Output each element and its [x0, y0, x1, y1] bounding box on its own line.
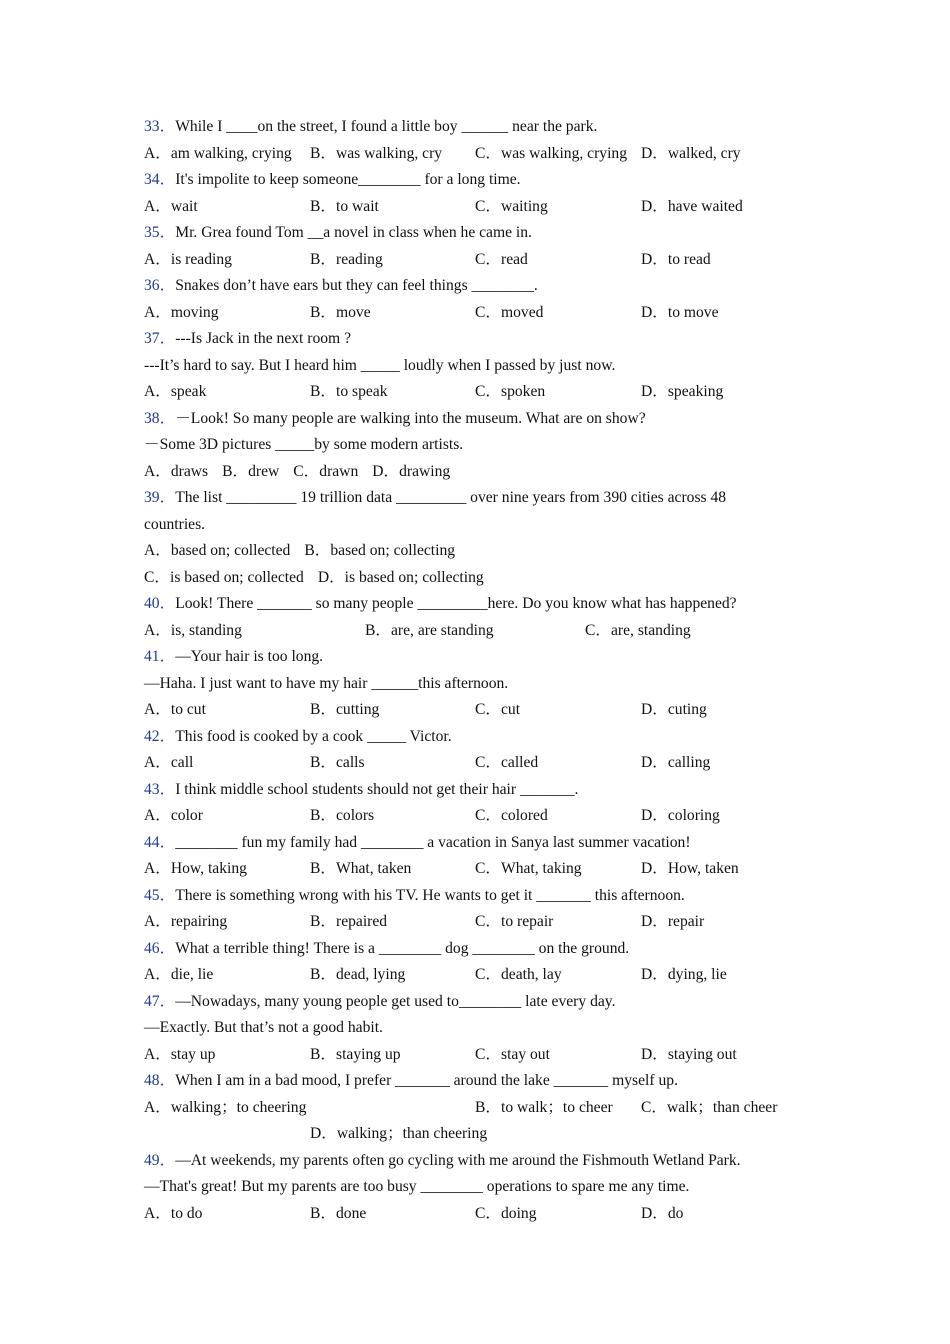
question-text: —At weekends, my parents often go cycling with me around the Fishmouth Wetland Park. [175, 1151, 741, 1169]
option-d: D．calling [641, 754, 711, 771]
options-row [144, 300, 804, 327]
option-b: B．based on; collecting [304, 542, 456, 559]
question-number: 49． [144, 1151, 176, 1169]
question-38 [144, 406, 804, 486]
question-text: —Your hair is too long. [175, 648, 324, 665]
option-b: B．staying up [310, 1045, 401, 1063]
options-row [144, 141, 804, 168]
option-a: A．am walking, crying [144, 144, 292, 162]
option-d: D．repair [641, 913, 705, 930]
option-a: A．walking；to cheering [144, 1098, 307, 1116]
question-number: 35． [144, 224, 176, 241]
options-row [144, 909, 804, 936]
question-number: 34． [144, 171, 176, 188]
option-b: B．colors [310, 807, 375, 824]
options-row [144, 856, 804, 883]
option-c: C．What, taking [475, 860, 582, 877]
option-d: D．is based on; collecting [317, 568, 484, 586]
question-text: There is something wrong with his TV. He wants to get it _______ this afternoon. [175, 886, 685, 904]
question-text: Mr. Grea found Tom __a novel in class when he came in. [175, 224, 532, 241]
option-b: B．done [310, 1204, 367, 1222]
question-46 [144, 936, 804, 989]
question-text-line-2: —That's great! But my parents are too busy ________ operations to spare me any time. [144, 1178, 690, 1195]
question-list [144, 114, 804, 1227]
option-a: A．speak [144, 383, 207, 400]
option-c: C．drawn [293, 462, 359, 480]
option-c: C．to repair [475, 913, 554, 930]
option-d: D．speaking [641, 383, 724, 400]
question-number: 39． [144, 489, 176, 506]
option-c: C．waiting [475, 197, 548, 215]
question-text-line-2: －Some 3D pictures _____by some modern artists. [144, 436, 464, 453]
question-44 [144, 830, 804, 883]
question-number: 46． [144, 939, 176, 957]
option-c: C．cut [475, 701, 521, 718]
question-35 [144, 220, 804, 273]
option-b: B．repaired [310, 913, 388, 930]
options-row-1 [144, 538, 804, 565]
option-d: D．dying, lie [641, 966, 727, 983]
question-number: 40． [144, 595, 176, 612]
option-a: A．draws [144, 462, 209, 480]
options-row-1 [144, 1095, 804, 1122]
question-45 [144, 883, 804, 936]
question-text: The list _________ 19 trillion data _________ over nine years from 390 cities across 48 [175, 489, 727, 506]
option-b: B．are, are standing [365, 621, 494, 639]
question-number: 41． [144, 648, 176, 665]
question-number: 43． [144, 780, 176, 798]
option-b: B．cutting [310, 701, 380, 718]
option-b: B．to wait [310, 197, 379, 215]
question-42 [144, 724, 804, 777]
option-d: D．How, taken [641, 860, 739, 877]
option-c: C．doing [475, 1204, 537, 1222]
option-d: D．drawing [372, 462, 451, 480]
question-text: I think middle school students should not get their hair _______. [175, 780, 579, 798]
question-number: 38． [144, 409, 176, 427]
question-37 [144, 326, 804, 406]
option-d: D．staying out [641, 1045, 737, 1063]
question-39 [144, 485, 804, 591]
question-number: 36． [144, 277, 176, 294]
question-number: 45． [144, 886, 176, 904]
option-d: D．walked, cry [641, 144, 741, 162]
options-row [144, 1201, 804, 1228]
option-a: A．to do [144, 1204, 203, 1222]
question-text: It's impolite to keep someone________ for a long time. [175, 171, 521, 188]
question-text: This food is cooked by a cook _____ Victor. [175, 727, 452, 745]
question-text: —Nowadays, many young people get used to________ late every day. [175, 992, 616, 1010]
question-text: While I ____on the street, I found a little boy ______ near the park. [175, 118, 598, 135]
option-c: C．spoken [475, 383, 546, 400]
option-c: C．walk；than cheer [641, 1098, 778, 1116]
option-c: C．death, lay [475, 966, 562, 983]
question-40 [144, 591, 804, 644]
option-a: A．stay up [144, 1045, 216, 1063]
question-text: Snakes don’t have ears but they can feel things ________. [175, 277, 538, 294]
options-row-2 [144, 1121, 804, 1148]
options-row [144, 803, 804, 830]
question-text: When I am in a bad mood, I prefer _______ around the lake _______ myself up. [175, 1072, 678, 1089]
option-d: D．do [641, 1204, 684, 1222]
option-b: B．to walk；to cheer [475, 1098, 613, 1116]
option-d: D．to read [641, 250, 711, 268]
question-text-line-2: countries. [144, 515, 206, 533]
option-b: B．to speak [310, 383, 388, 400]
options-row [144, 1042, 804, 1069]
options-row [144, 379, 804, 406]
option-d: D．coloring [641, 807, 720, 824]
options-row [144, 618, 804, 645]
option-a: A．is reading [144, 250, 232, 268]
option-c: C．are, standing [585, 621, 691, 639]
question-number: 44． [144, 833, 176, 851]
option-b: B．dead, lying [310, 966, 406, 983]
question-34 [144, 167, 804, 220]
question-48 [144, 1068, 804, 1148]
question-number: 48． [144, 1072, 176, 1089]
option-b: B．reading [310, 250, 383, 268]
question-text: －Look! So many people are walking into the museum. What are on show? [175, 409, 646, 427]
question-43 [144, 777, 804, 830]
question-number: 42． [144, 727, 176, 745]
option-c: C．read [475, 250, 528, 268]
options-row-2 [144, 565, 804, 592]
option-a: A．to cut [144, 701, 206, 718]
option-a: A．How, taking [144, 860, 247, 877]
option-d: D．cuting [641, 701, 707, 718]
question-number: 47． [144, 992, 176, 1010]
option-b: B．calls [310, 754, 365, 771]
option-c: C．moved [475, 303, 544, 321]
question-number: 37． [144, 330, 176, 347]
options-row [144, 194, 804, 221]
question-text: ________ fun my family had ________ a vacation in Sanya last summer vacation! [175, 833, 691, 851]
option-b: B．move [310, 303, 371, 321]
question-text-line-2: ---It’s hard to say. But I heard him _____ loudly when I passed by just now. [144, 356, 616, 374]
question-text: Look! There _______ so many people _________here. Do you know what has happened? [175, 595, 737, 612]
option-d: D．walking；than cheering [310, 1125, 488, 1142]
options-row [144, 459, 804, 486]
option-a: A．repairing [144, 913, 228, 930]
option-b: B．What, taken [310, 860, 412, 877]
option-c: C．is based on; collected [144, 568, 304, 586]
option-b: B．was walking, cry [310, 144, 443, 162]
option-c: C．was walking, crying [475, 144, 628, 162]
question-41 [144, 644, 804, 724]
question-text-line-2: —Haha. I just want to have my hair ______this afternoon. [144, 674, 509, 692]
question-36 [144, 273, 804, 326]
option-a: A．color [144, 807, 203, 824]
question-text: ---Is Jack in the next room ? [175, 330, 352, 347]
question-33 [144, 114, 804, 167]
option-c: C．stay out [475, 1045, 550, 1063]
options-row [144, 697, 804, 724]
question-text: What a terrible thing! There is a ________ dog ________ on the ground. [175, 939, 630, 957]
options-row [144, 247, 804, 274]
question-47 [144, 989, 804, 1069]
options-row [144, 962, 804, 989]
options-row [144, 750, 804, 777]
option-a: A．moving [144, 303, 219, 321]
option-a: A．die, lie [144, 966, 214, 983]
option-a: A．based on; collected [144, 542, 291, 559]
question-number: 33． [144, 118, 176, 135]
option-a: A．call [144, 754, 194, 771]
option-a: A．wait [144, 197, 198, 215]
question-text-line-2: —Exactly. But that’s not a good habit. [144, 1019, 383, 1036]
question-49 [144, 1148, 804, 1228]
option-d: D．to move [641, 303, 719, 321]
option-c: C．colored [475, 807, 548, 824]
option-c: C．called [475, 754, 539, 771]
option-a: A．is, standing [144, 621, 242, 639]
option-b: B．drew [222, 462, 280, 480]
option-d: D．have waited [641, 197, 743, 215]
